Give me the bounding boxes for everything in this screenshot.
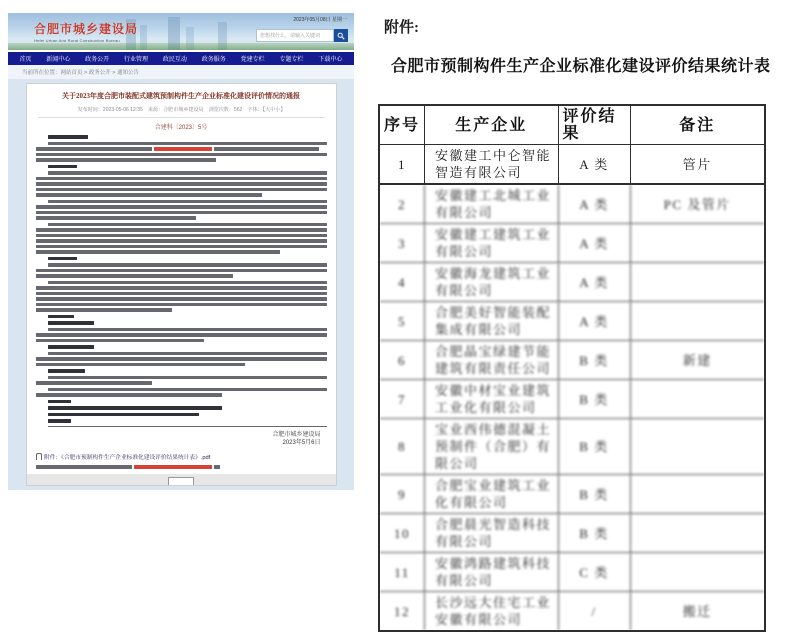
site-logo[interactable] (34, 20, 138, 43)
table-title: 合肥市预制构件生产企业标准化建设评价结果统计表 (391, 58, 771, 75)
signature-block (36, 431, 327, 447)
nav-item-1[interactable]: 新闻中心 (46, 57, 71, 63)
nav-item-7[interactable]: 专题专栏 (279, 57, 304, 63)
table-row: 9 合肥宝业建筑工业化有限公司 B 类 (380, 475, 764, 514)
search-input[interactable] (256, 29, 334, 42)
nav-item-8[interactable]: 下载中心 (318, 57, 343, 63)
attachment-panel (375, 8, 793, 632)
table-row: 10 合肥晨光智造科技有限公司 B 类 (380, 514, 764, 553)
table-row: 12 长沙远大住宅工业安徽有限公司 / 搬迁 (380, 592, 764, 630)
pdf-reader-note (36, 465, 327, 469)
table-row: 6 合肥晶宝绿建节能建筑有限责任公司 B 类 新建 (380, 341, 764, 380)
table-row: 4 安徽海龙建筑工业有限公司 A 类 (380, 263, 764, 302)
website-screenshot-panel (8, 3, 354, 491)
nav-item-2[interactable]: 政务公开 (85, 57, 110, 63)
article-body-text (36, 135, 327, 427)
table-row: 11 安徽鸿路建筑科技有限公司 C 类 (380, 553, 764, 592)
attachment-label: 附件: (384, 20, 419, 36)
site-logo-subtitle: Hefei Urban And Rural Construction Bureau (34, 38, 120, 43)
table-row: 1 安徽建工中仑智能智造有限公司 A 类 管片 (380, 145, 764, 185)
table-row: 5 合肥美好智能装配集成有限公司 A 类 (380, 302, 764, 341)
site-header-banner (8, 13, 354, 50)
site-search (256, 29, 348, 42)
article-meta: 发布时间：2023-05-06 12:35 来源：合肥市城乡建设局 浏览次数：562 字体：【大中小】 (77, 107, 285, 113)
skyline-ground (8, 43, 354, 50)
main-navigation (8, 52, 354, 65)
attachment-icon (36, 453, 42, 460)
article-footer-bar (27, 474, 336, 487)
breadcrumb[interactable]: 当前所在位置：网站首页 > 政务公开 > 通知公告 (8, 65, 354, 79)
nav-item-3[interactable]: 行业管理 (124, 57, 149, 63)
table-header-row: 序号 生产企业 评价结果 备注 (380, 106, 764, 145)
pdf-reader-download-link[interactable] (134, 465, 212, 469)
attachment-pdf-link[interactable]: 附件：《合肥市预制构件生产企业标准化建设评价结果统计表》.pdf (43, 455, 210, 461)
article-title: 关于2023年度合肥市装配式建筑预制构件生产企业标准化建设评价情况的通报 (62, 92, 300, 100)
table-row: 8 宝业西伟德混凝土预制件（合肥）有限公司 B 类 (380, 419, 764, 475)
nav-item-5[interactable]: 政务服务 (201, 57, 226, 63)
signature-org: 合肥市城乡建设局 (272, 432, 321, 438)
site-logo-title: 合肥市城乡建设局 (34, 22, 139, 36)
divider (38, 117, 325, 118)
results-table (378, 104, 766, 632)
nav-item-4[interactable]: 政民互动 (162, 57, 187, 63)
search-icon (337, 32, 345, 40)
search-button[interactable] (334, 29, 348, 42)
signature-date: 2023年5月6日 (282, 440, 321, 446)
site-date: 2023年05月08日 星期一 (293, 17, 347, 23)
table-row: 3 安徽建工建筑工业有限公司 A 类 (380, 224, 764, 263)
nav-item-6[interactable]: 党建专栏 (240, 57, 265, 63)
table-row: 7 安徽中材宝业建筑工业化有限公司 B 类 (380, 380, 764, 419)
nav-item-0[interactable]: 首页 (19, 57, 32, 63)
table-row: 2 安徽建工北城工业有限公司 A 类 PC 及管片 (380, 185, 764, 224)
article-content (26, 83, 337, 486)
document-number: 合建科〔2023〕5号 (154, 125, 208, 131)
close-button[interactable] (168, 477, 194, 487)
